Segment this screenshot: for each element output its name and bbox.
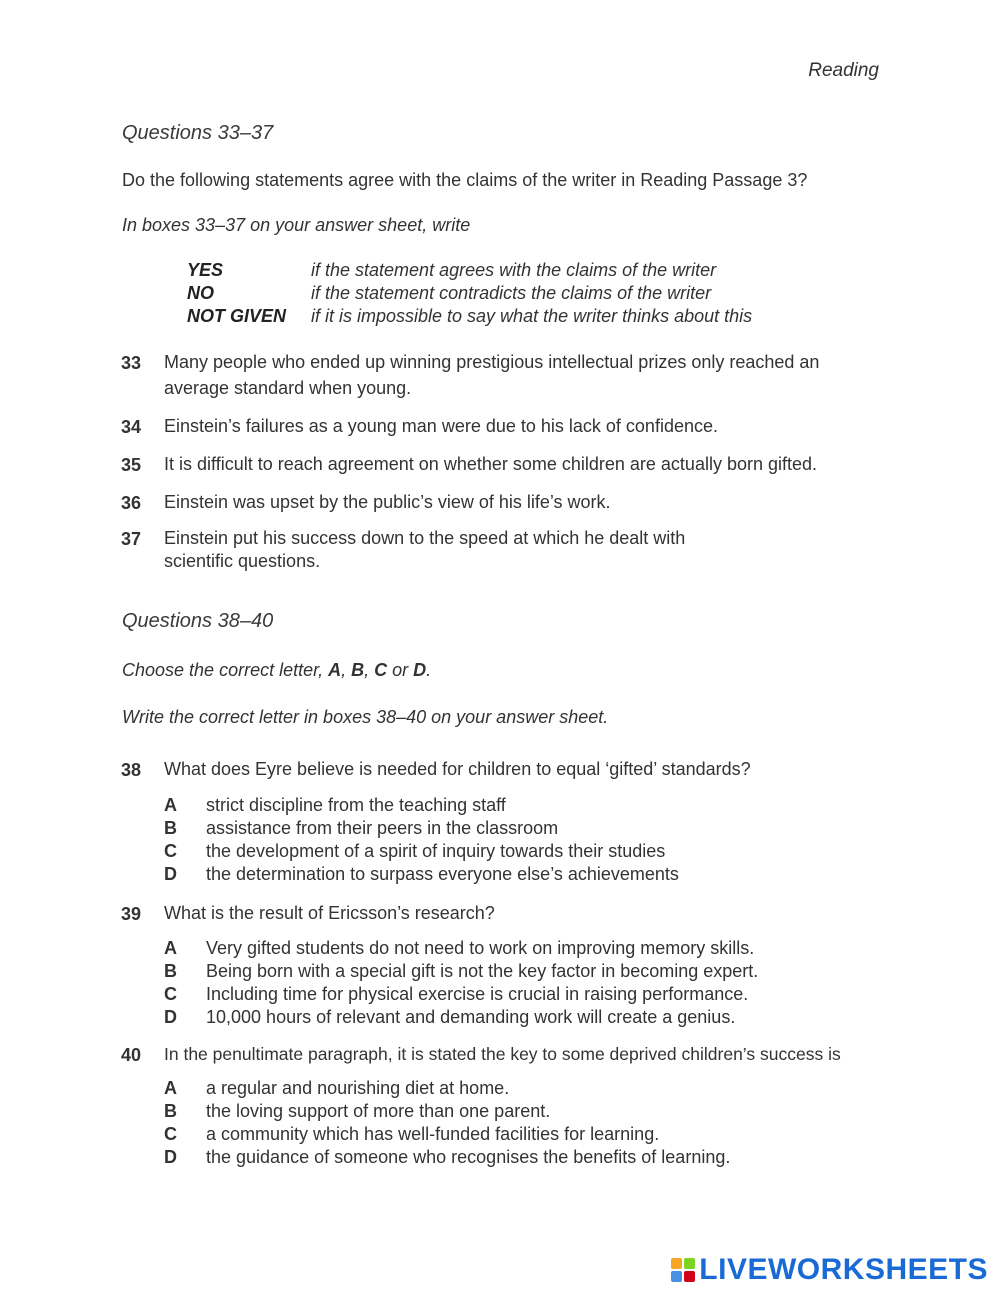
- liveworksheets-logo: [671, 1253, 988, 1287]
- option-d: [164, 1147, 730, 1168]
- legend-not-given: [187, 306, 752, 327]
- option-letter: A: [164, 938, 177, 958]
- separator: ,: [364, 660, 375, 680]
- questions-33-37-title: Questions 33–37: [122, 122, 274, 144]
- legend-desc: if the statement contradicts the claims of the writer: [311, 283, 712, 303]
- questions-38-40-title: Questions 38–40: [122, 610, 274, 632]
- question-line: average standard when young.: [164, 378, 412, 398]
- separator: ,: [341, 660, 352, 680]
- question-number: 40: [121, 1045, 142, 1065]
- question-text: It is difficult to reach agreement on whether some children are actually born gifted.: [164, 454, 818, 474]
- logo-tile: [671, 1271, 682, 1282]
- legend-desc: if the statement agrees with the claims of the writer: [311, 260, 717, 280]
- option-letter: B: [164, 1101, 177, 1121]
- section-header: Reading: [808, 60, 879, 81]
- question-text: Einstein was upset by the public’s view of his life’s work.: [164, 492, 611, 512]
- option-text: Very gifted students do not need to work on improving memory skills.: [206, 938, 755, 958]
- option-text: 10,000 hours of relevant and demanding work will create a genius.: [206, 1007, 736, 1027]
- legend-key: NOT GIVEN: [187, 306, 287, 326]
- option-letter: C: [164, 1124, 177, 1144]
- question-number: 36: [121, 493, 142, 513]
- letter-d: D: [413, 660, 427, 680]
- question-text: What is the result of Ericsson’s research?: [164, 903, 495, 923]
- option-c: [164, 841, 665, 862]
- option-letter: D: [164, 864, 177, 884]
- legend-key: NO: [187, 283, 214, 303]
- part1-subinstruction: In boxes 33–37 on your answer sheet, write: [122, 215, 471, 235]
- choose-text: Choose the correct letter,: [122, 660, 329, 680]
- question-text: Einstein’s failures as a young man were due to his lack of confidence.: [164, 416, 718, 436]
- option-text: the determination to surpass everyone else’s achievements: [206, 864, 679, 884]
- question-number: 38: [121, 760, 142, 780]
- option-letter: B: [164, 818, 177, 838]
- option-letter: A: [164, 1078, 177, 1098]
- question-text: [164, 525, 685, 574]
- option-text: Being born with a special gift is not the key factor in becoming expert.: [206, 961, 759, 981]
- option-d: [164, 864, 679, 885]
- option-a: [164, 795, 506, 816]
- letter-c: C: [374, 660, 388, 680]
- option-d: [164, 1007, 735, 1028]
- option-letter: D: [164, 1007, 177, 1027]
- option-text: a community which has well-funded facilities for learning.: [206, 1124, 660, 1144]
- question-line: Many people who ended up winning prestigious intellectual prizes only reached an: [164, 352, 820, 372]
- option-b: [164, 818, 558, 839]
- legend-yes: [187, 260, 716, 281]
- part1-instruction: Do the following statements agree with the claims of the writer in Reading Passage 3?: [122, 170, 808, 190]
- question-number: 35: [121, 455, 142, 475]
- question-text: In the penultimate paragraph, it is stated the key to some deprived children’s success is: [164, 1044, 841, 1064]
- option-b: [164, 1101, 550, 1122]
- option-text: a regular and nourishing diet at home.: [206, 1078, 510, 1098]
- option-c: [164, 1124, 659, 1145]
- question-text: What does Eyre believe is needed for children to equal ‘gifted’ standards?: [164, 759, 751, 779]
- option-a: [164, 1078, 509, 1099]
- logo-tile: [684, 1271, 695, 1282]
- question-line: Einstein put his success down to the speed at which he dealt with: [164, 528, 686, 548]
- option-c: [164, 984, 748, 1005]
- question-number: 34: [121, 417, 142, 437]
- option-a: [164, 938, 754, 959]
- or-text: or: [387, 660, 414, 680]
- question-number: 33: [121, 353, 142, 373]
- legend-no: [187, 283, 711, 304]
- part2-write-instruction: Write the correct letter in boxes 38–40 on your answer sheet.: [122, 707, 609, 727]
- legend-desc: if it is impossible to say what the writer thinks about this: [311, 306, 753, 326]
- question-line: scientific questions.: [164, 551, 321, 571]
- option-letter: D: [164, 1147, 177, 1167]
- logo-text: LIVEWORKSHEETS: [699, 1253, 988, 1286]
- letter-b: B: [351, 660, 365, 680]
- question-number: 39: [121, 904, 142, 924]
- letter-a: A: [328, 660, 342, 680]
- part2-choose-instruction: [122, 660, 431, 681]
- question-text: [164, 349, 819, 401]
- option-text: assistance from their peers in the classroom: [206, 818, 559, 838]
- option-letter: C: [164, 984, 177, 1004]
- option-text: Including time for physical exercise is crucial in raising performance.: [206, 984, 749, 1004]
- logo-tile: [671, 1258, 682, 1269]
- logo-mark-icon: [671, 1258, 695, 1282]
- logo-tile: [684, 1258, 695, 1269]
- question-number: 37: [121, 529, 142, 549]
- option-letter: A: [164, 795, 177, 815]
- period: .: [426, 660, 432, 680]
- option-text: the guidance of someone who recognises the benefits of learning.: [206, 1147, 731, 1167]
- legend-key: YES: [187, 260, 224, 280]
- option-letter: B: [164, 961, 177, 981]
- option-text: strict discipline from the teaching staff: [206, 795, 506, 815]
- option-b: [164, 961, 758, 982]
- option-text: the development of a spirit of inquiry towards their studies: [206, 841, 666, 861]
- option-letter: C: [164, 841, 177, 861]
- option-text: the loving support of more than one parent.: [206, 1101, 551, 1121]
